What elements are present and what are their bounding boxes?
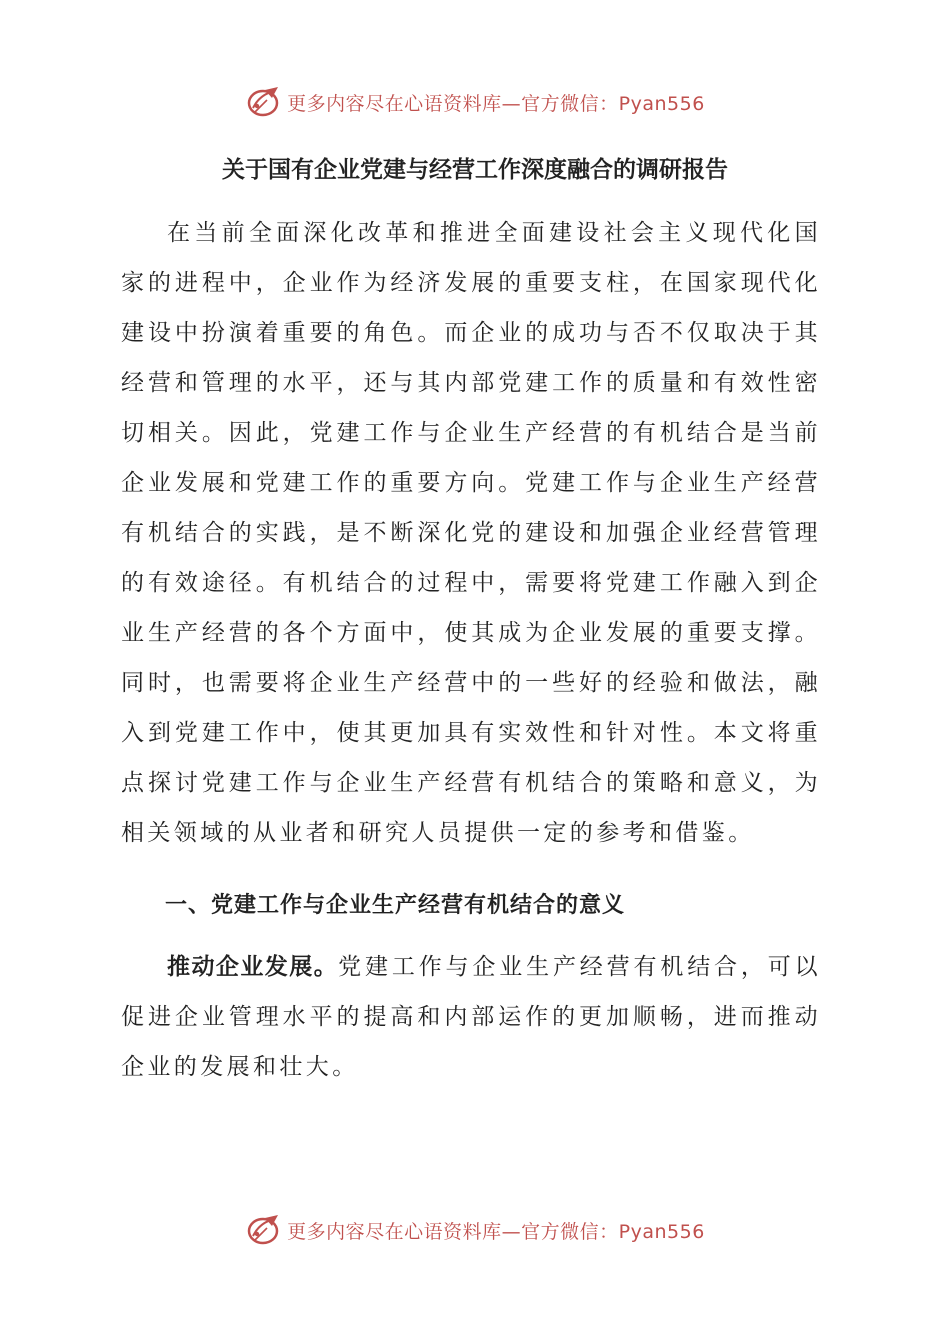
paragraph-lead: 推动企业发展。: [167, 953, 339, 980]
header-watermark: [0, 82, 950, 122]
paragraph-text: 党建工作与企业生产经营有机结合，可以促进企业管理水平的提高和内部运作的更加顺畅，进而推动企业的发展和壮大。: [121, 954, 822, 1080]
document-body: [121, 208, 821, 1092]
watermark-text: 更多内容尽在心语资料库—官方微信：Pyan556: [287, 92, 705, 115]
footer-watermark: [0, 1210, 950, 1250]
pen-logo-icon: [245, 1212, 281, 1248]
intro-paragraph: 在当前全面深化改革和推进全面建设社会主义现代化国家的进程中，企业作为经济发展的重要支柱，在国家现代化建设中扮演着重要的角色。而企业的成功与否不仅取决于其经营和管理的水平，还与其内部党建工作的质量和有效性密切相关。因此，党建工作与企业生产经营的有机结合是当前企业发展和党建工作的重要方向。党建工作与企业生产经营有机结合的实践，是不断深化党的建设和加强企业经营管理的有效途径。有机结合的过程中，需要将党建工作融入到企业生产经营的各个方面中，使其成为企业发展的重要支撑。同时，也需要将企业生产经营中的一些好的经验和做法，融入到党建工作中，使其更加具有实效性和针对性。本文将重点探讨党建工作与企业生产经营有机结合的策略和意义，为相关领域的从业者和研究人员提供一定的参考和借鉴。: [121, 220, 821, 846]
section-paragraph: [121, 942, 821, 1092]
watermark-text: 更多内容尽在心语资料库—官方微信：Pyan556: [287, 1220, 705, 1243]
document-title: 关于国有企业党建与经营工作深度融合的调研报告: [222, 156, 728, 183]
section-heading: 一、党建工作与企业生产经营有机结合的意义: [165, 892, 626, 918]
pen-logo-icon: [245, 84, 281, 120]
